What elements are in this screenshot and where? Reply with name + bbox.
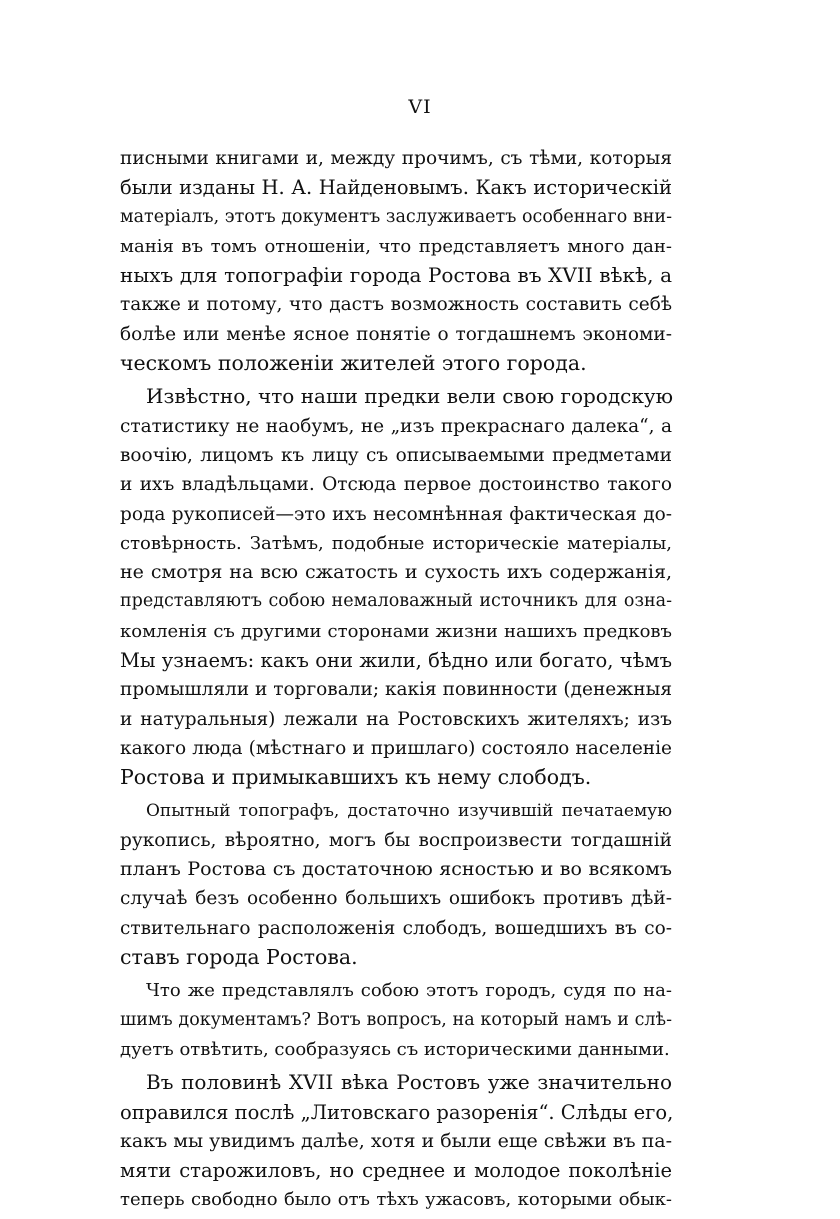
paragraph [120, 382, 672, 792]
text-line: случаѣ безъ особенно большихъ ошибокъ противъ дѣй- [120, 888, 672, 910]
text-line: ставъ города Ростова. [120, 945, 358, 970]
text-line: дуетъ отвѣтить, сообразуясь съ историческими данными. [120, 1038, 670, 1060]
text-line: манія въ томъ отношеніи, что представляетъ много дан- [120, 235, 672, 257]
text-line: Ростова и примыкавшихъ къ нему слободъ. [120, 765, 592, 790]
paragraph [120, 976, 672, 1064]
paragraph [120, 1068, 672, 1214]
text-line: статистику не наобумъ, не „изъ прекраснаго далека“, а [120, 415, 672, 437]
text-line: рода рукописей—это ихъ несомнѣнная фактическая до- [120, 503, 672, 525]
paragraph [120, 797, 672, 973]
text-line: были изданы Н. А. Найденовымъ. Какъ историческій [120, 176, 672, 200]
text-line: промышляли и торговали; какія повинности (денежныя [120, 679, 672, 701]
text-line: мяти старожиловъ, но среднее и молодое поколѣніе [120, 1159, 672, 1183]
text-line: рукопись, вѣроятно, могъ бы воспроизвести тогдашній [120, 829, 672, 851]
text-line: матеріалъ, этотъ документъ заслуживаетъ особеннаго вни- [120, 206, 672, 227]
paragraph [120, 144, 672, 378]
text-line: оправился послѣ „Литовскаго разоренія“. Слѣды его, [120, 1100, 674, 1124]
text-line: не смотря на всю сжатость и сухость ихъ содержанія, [120, 561, 672, 584]
text-line: Мы узнаемъ: какъ они жили, бѣдно или богато, чѣмъ [120, 649, 672, 673]
text-line: также и потому, что дастъ возможность составить себѣ [120, 294, 672, 316]
text-line: какого люда (мѣстнаго и пришлаго) состояло населеніе [120, 737, 672, 759]
text-line: и натуральныя) лежали на Ростовскихъ жителяхъ; изъ [120, 708, 672, 730]
text-line: Что же представлялъ собою этотъ городъ, судя по на- [146, 980, 672, 1002]
text-line: Въ половинѣ XVII вѣка Ростовъ уже значительно [146, 1070, 672, 1095]
text-line: ствительнаго расположенія слободъ, вошедшихъ въ со- [120, 917, 672, 939]
text-line: писными книгами и, между прочимъ, съ тѣми, которыя [120, 148, 672, 169]
body-text [120, 144, 672, 1219]
text-line: какъ мы увидимъ далѣе, хотя и были еще свѣжи въ па- [120, 1129, 672, 1152]
text-line: теперь свободно было отъ тѣхъ ужасовъ, которыми обык- [120, 1189, 672, 1211]
text-line: стовѣрность. Затѣмъ, подобные историческіе матеріалы, [120, 532, 672, 554]
text-line: шимъ документамъ? Вотъ вопросъ, на который намъ и слѣ- [120, 1009, 672, 1030]
text-line: болѣе или менѣе ясное понятіе о тогдашнемъ экономи- [120, 323, 672, 345]
text-line: комленія съ другими сторонами жизни нашихъ предковъ [120, 620, 672, 642]
text-line: Извѣстно, что наши предки вели свою городскую [146, 384, 674, 409]
text-line: Опытный топографъ, достаточно изучившій печатаемую [146, 800, 672, 821]
text-line: планъ Ростова съ достаточною ясностью и во всякомъ [120, 858, 672, 881]
page-number: VI [408, 96, 432, 118]
text-line: ческомъ положеніи жителей этого города. [120, 351, 587, 376]
text-line: ныхъ для топографіи города Ростова въ XVII вѣкѣ, а [120, 263, 672, 288]
text-line: представляютъ собою немаловажный источникъ для озна- [120, 591, 672, 612]
text-line: и ихъ владѣльцами. Отсюда первое достоинство такого [120, 474, 672, 496]
text-line: воочію, лицомъ къ лицу съ описываемыми предметами [120, 444, 672, 466]
